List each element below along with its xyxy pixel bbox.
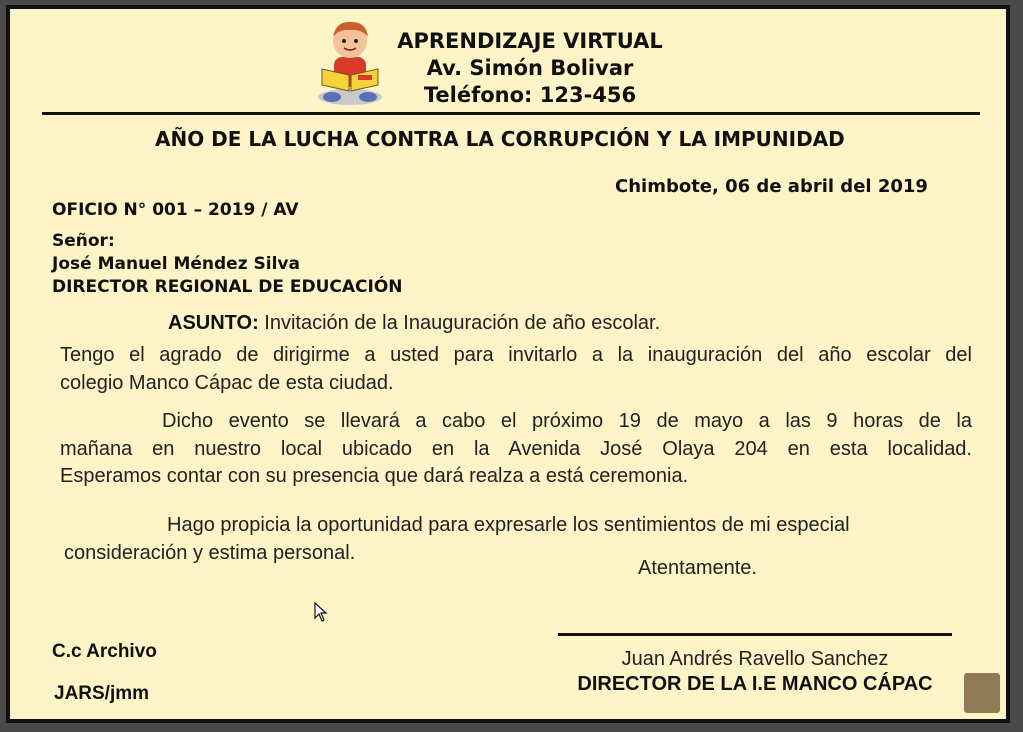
subject-text: Invitación de la Inauguración de año escolar.: [258, 312, 661, 334]
body-paragraph-1-line-1: Tengo el agrado de dirigirme a usted para invitarlo a la inauguración del año escolar del: [60, 344, 972, 366]
org-address: Av. Simón Bolivar: [426, 56, 634, 80]
document-reference: OFICIO N° 001 – 2019 / AV: [52, 200, 299, 220]
recipient-salutation: Señor:: [52, 231, 115, 251]
recipient-position: DIRECTOR REGIONAL DE EDUCACIÓN: [52, 277, 403, 297]
closing-text: Atentamente.: [638, 557, 757, 579]
signatory-title: DIRECTOR DE LA I.E MANCO CÁPAC: [577, 673, 933, 695]
signature-line: [558, 633, 952, 636]
place-date: Chimbote, 06 de abril del 2019: [615, 176, 928, 197]
body-paragraph-2-line-2: mañana en nuestro local ubicado en la Avenida José Olaya 204 en esta localidad.: [60, 438, 972, 460]
org-phone: Teléfono: 123-456: [423, 83, 637, 107]
subject-line: [168, 312, 660, 335]
signatory-name: Juan Andrés Ravello Sanchez: [621, 648, 889, 670]
body-paragraph-2-line-1: Dicho evento se llevará a cabo el próximo 19 de mayo a las 9 horas de la: [162, 410, 972, 432]
recipient-name: José Manuel Méndez Silva: [52, 254, 300, 274]
org-name: APRENDIZAJE VIRTUAL: [397, 29, 663, 53]
body-paragraph-3-line-2: consideración y estima personal.: [64, 542, 356, 564]
mouse-cursor-icon: [314, 602, 328, 622]
body-paragraph-1-line-2: colegio Manco Cápac de esta ciudad.: [60, 372, 394, 394]
letter-page: [6, 5, 1010, 723]
subject-label: ASUNTO:: [168, 312, 259, 334]
header-divider: [42, 112, 980, 115]
initials: JARS/jmm: [54, 683, 150, 704]
carbon-copy: C.c Archivo: [52, 641, 157, 662]
year-motto: AÑO DE LA LUCHA CONTRA LA CORRUPCIÓN Y LA IMPUNIDAD: [155, 127, 845, 151]
body-paragraph-2-line-3: Esperamos contar con su presencia que dará realza a está ceremonia.: [60, 465, 689, 487]
reading-child-logo-icon: [312, 17, 388, 105]
body-paragraph-3-line-1: Hago propicia la oportunidad para expresarle los sentimientos de mi especial: [167, 514, 850, 536]
channel-logo-icon: [964, 673, 1000, 713]
